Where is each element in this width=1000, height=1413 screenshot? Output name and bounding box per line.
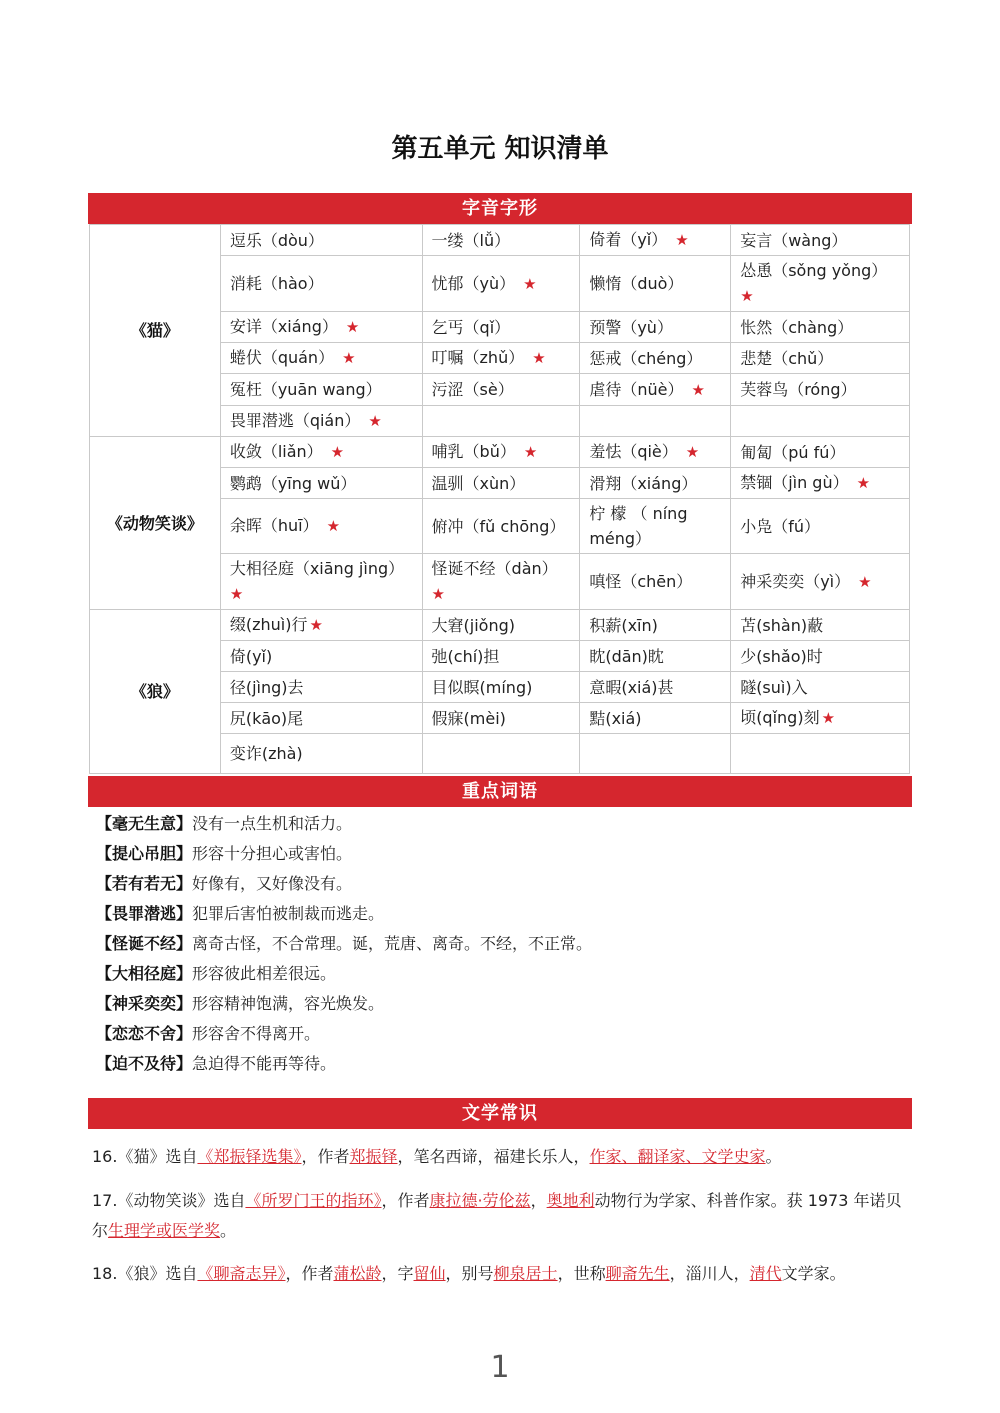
table-cell: 安详（xiáng） ★	[220, 312, 422, 343]
table-cell: 虐待（nüè） ★	[580, 374, 731, 406]
table-row	[90, 437, 910, 468]
table-row	[90, 225, 910, 256]
star-icon: ★	[532, 349, 546, 367]
table-cell: 苫(shàn)蔽	[731, 610, 910, 641]
table-cell: 俯冲（fǔ chōng）	[422, 499, 580, 554]
table-cell: 少(shǎo)时	[731, 641, 910, 672]
list-item: 【提心吊胆】形容十分担心或害怕。	[96, 844, 353, 863]
table-cell: 忧郁（yù） ★	[422, 256, 580, 312]
list-item: 【畏罪潜逃】犯罪后害怕被制裁而逃走。	[96, 904, 385, 923]
section-header-pronunciation: 字音字形	[88, 193, 912, 224]
table-cell: 神采奕奕（yì） ★	[731, 554, 910, 610]
vocab-list	[96, 809, 592, 1079]
list-item: 【迫不及待】急迫得不能再等待。	[96, 1054, 337, 1073]
star-icon: ★	[740, 287, 754, 305]
star-icon: ★	[858, 572, 872, 591]
table-cell: 黠(xiá)	[580, 703, 731, 734]
table-cell: 意暇(xiá)甚	[580, 672, 731, 703]
table-cell: 径(jìng)去	[220, 672, 422, 703]
section-header-literature: 文学常识	[88, 1098, 912, 1129]
table-cell: 大相径庭（xiāng jìng） ★	[220, 554, 422, 610]
table-cell: 缀(zhuì)行 ★	[220, 610, 422, 641]
pronunciation-table	[89, 224, 910, 774]
table-cell: 倚着（yǐ） ★	[580, 225, 731, 256]
table-cell: 大窘(jiǒng)	[422, 610, 580, 641]
star-icon: ★	[821, 709, 836, 727]
lesson-cat: 《猫》	[90, 225, 221, 437]
table-cell: 顷(qǐng)刻 ★	[731, 703, 910, 734]
star-icon: ★	[691, 380, 705, 399]
table-cell: 柠 檬 （ níng méng）	[580, 499, 731, 554]
table-row	[90, 610, 910, 641]
table-cell	[422, 406, 580, 437]
table-cell: 妄言（wàng）	[731, 225, 910, 256]
table-cell: 羞怯（qiè） ★	[580, 437, 731, 468]
table-cell	[731, 734, 910, 774]
list-item: 【毫无生意】没有一点生机和活力。	[96, 814, 353, 833]
table-cell: 冤枉（yuān wang）	[220, 374, 422, 406]
page-title: 第五单元 知识清单	[391, 134, 609, 164]
star-icon: ★	[229, 585, 244, 603]
table-cell: 哺乳（bǔ） ★	[422, 437, 580, 468]
table-cell: 怅然（chàng）	[731, 312, 910, 343]
literature-item-16: 16.《猫》选自《郑振铎选集》，作者郑振铎，笔名西谛，福建长乐人，作家、翻译家、文学史家。	[92, 1147, 782, 1166]
list-item: 【恋恋不舍】形容舍不得离开。	[96, 1024, 321, 1043]
star-icon: ★	[368, 412, 382, 430]
list-item: 【怪诞不经】离奇古怪，不合常理。诞，荒唐、离奇。不经，不正常。	[96, 934, 593, 953]
list-item: 【大相径庭】形容彼此相差很远。	[96, 964, 337, 983]
star-icon: ★	[856, 474, 871, 492]
table-cell: 逗乐（dòu）	[220, 225, 422, 256]
table-cell: 污涩（sè）	[422, 374, 580, 406]
table-cell: 乞丐（qǐ）	[422, 312, 580, 343]
lesson-wolf: 《狼》	[90, 610, 221, 774]
table-cell	[580, 406, 731, 437]
table-cell: 一缕（lǚ）	[422, 225, 580, 256]
star-icon: ★	[685, 443, 700, 461]
table-cell: 蜷伏（quán） ★	[220, 343, 422, 374]
star-icon: ★	[345, 318, 360, 336]
table-cell: 假寐(mèi)	[422, 703, 580, 734]
table-cell	[731, 406, 910, 437]
list-item: 【若有若无】好像有，又好像没有。	[96, 874, 353, 893]
list-item: 【神采奕奕】形容精神饱满，容光焕发。	[96, 994, 385, 1013]
star-icon: ★	[309, 616, 323, 634]
table-cell: 芙蓉鸟（róng）	[731, 374, 910, 406]
table-cell: 积薪(xīn)	[580, 610, 731, 641]
table-cell: 悲楚（chǔ）	[731, 343, 910, 374]
star-icon: ★	[342, 349, 356, 367]
table-cell: 尻(kāo)尾	[220, 703, 422, 734]
section-header-vocab: 重点词语	[88, 776, 912, 807]
table-cell: 收敛（liǎn） ★	[220, 437, 422, 468]
star-icon: ★	[523, 443, 538, 461]
table-cell: 小凫（fú）	[731, 499, 910, 554]
lesson-animals: 《动物笑谈》	[90, 437, 221, 610]
table-cell: 消耗（hào）	[220, 256, 422, 312]
table-cell: 惩戒（chéng）	[580, 343, 731, 374]
table-cell: 嗔怪（chēn）	[580, 554, 731, 610]
table-cell: 眈(dān)眈	[580, 641, 731, 672]
table-cell: 滑翔（xiáng）	[580, 468, 731, 499]
star-icon: ★	[326, 517, 341, 535]
star-icon: ★	[675, 231, 689, 249]
page-number: 1	[490, 1350, 510, 1385]
table-cell	[580, 734, 731, 774]
table-cell	[422, 734, 580, 774]
table-cell: 怂恿（sǒng yǒng） ★	[731, 256, 910, 312]
table-cell: 懒惰（duò）	[580, 256, 731, 312]
star-icon: ★	[523, 274, 537, 293]
table-cell: 温驯（xùn）	[422, 468, 580, 499]
star-icon: ★	[330, 443, 345, 461]
table-cell: 弛(chí)担	[422, 641, 580, 672]
table-cell: 怪诞不经（dàn） ★	[422, 554, 580, 610]
literature-item-17: 17.《动物笑谈》选自《所罗门王的指环》，作者康拉德·劳伦兹，奥地利动物行为学家、科普作家。获 1973 年诺贝尔生理学或医学奖。	[92, 1191, 902, 1240]
table-cell: 余晖（huī） ★	[220, 499, 422, 554]
table-cell: 畏罪潜逃（qián） ★	[220, 406, 422, 437]
table-cell: 预警（yù）	[580, 312, 731, 343]
table-cell: 目似瞑(míng)	[422, 672, 580, 703]
table-cell: 鹦鹉（yīng wǔ）	[220, 468, 422, 499]
table-cell: 变诈(zhà)	[220, 734, 422, 774]
table-cell: 隧(suì)入	[731, 672, 910, 703]
table-cell: 禁锢（jìn gù） ★	[731, 468, 910, 499]
table-cell: 倚(yǐ)	[220, 641, 422, 672]
star-icon: ★	[431, 585, 445, 603]
table-cell: 叮嘱（zhǔ） ★	[422, 343, 580, 374]
table-cell: 匍匐（pú fú）	[731, 437, 910, 468]
literature-item-18: 18.《狼》选自《聊斋志异》，作者蒲松龄，字留仙，别号柳泉居士，世称聊斋先生，淄川人，清代文学家。	[92, 1264, 846, 1283]
